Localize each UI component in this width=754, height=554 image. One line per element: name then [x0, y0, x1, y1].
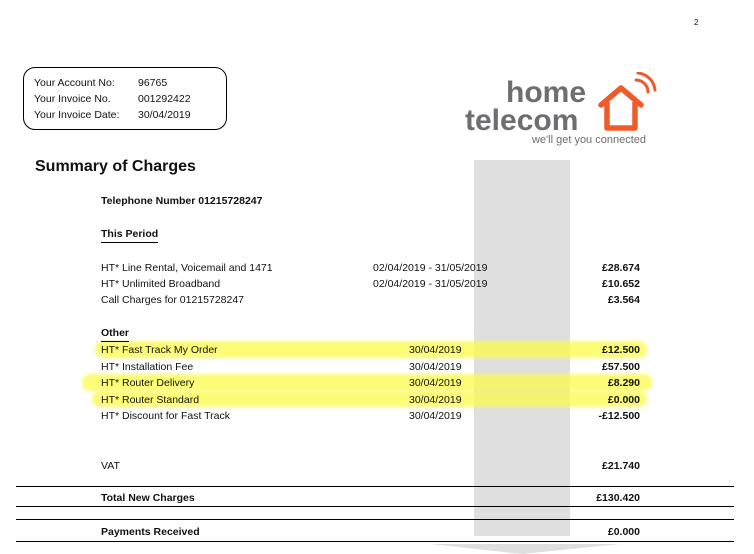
account-number-label: Your Account No:	[34, 77, 115, 89]
home-telecom-logo	[462, 72, 662, 152]
vat-amount: £21.740	[602, 460, 640, 472]
summary-title: Summary of Charges	[35, 158, 196, 175]
charge-date: 30/04/2019	[409, 361, 462, 373]
logo-word-telecom: telecom	[465, 104, 579, 137]
charge-date: 30/04/2019	[409, 377, 462, 389]
vat-label: VAT	[101, 460, 120, 472]
charge-amount: £12.500	[602, 344, 640, 356]
charge-date: 30/04/2019	[409, 394, 462, 406]
charge-description: Call Charges for 01215728247	[101, 294, 245, 306]
charge-amount: £28.674	[602, 262, 640, 274]
account-number-value: 96765	[138, 77, 168, 89]
telephone-number-heading: Telephone Number 01215728247	[101, 195, 263, 207]
divider-line	[16, 541, 734, 542]
divider-line	[16, 506, 734, 507]
charge-date: 30/04/2019	[409, 410, 462, 422]
other-heading-text: Other	[101, 327, 129, 342]
divider-line	[16, 486, 734, 487]
charge-amount: £0.000	[607, 394, 640, 406]
invoice-date-label: Your Invoice Date:	[34, 109, 120, 121]
total-amount: £130.420	[596, 492, 640, 504]
charge-amount: £10.652	[602, 278, 640, 290]
this-period-heading	[101, 228, 158, 240]
charge-description: HT* Installation Fee	[101, 361, 194, 373]
charge-period: 02/04/2019 - 31/05/2019	[373, 262, 488, 274]
charge-date: 30/04/2019	[409, 344, 462, 356]
charge-description: HT* Router Delivery	[101, 377, 195, 389]
charge-description: HT* Unlimited Broadband	[101, 278, 221, 290]
other-heading	[101, 327, 129, 339]
charge-description: HT* Router Standard	[101, 394, 200, 406]
charge-amount: £57.500	[602, 361, 640, 373]
this-period-heading-text: This Period	[101, 228, 158, 243]
charge-description: HT* Fast Track My Order	[101, 344, 218, 356]
logo-word-home: home	[506, 76, 587, 109]
total-label: Total New Charges	[101, 492, 195, 504]
page-number: 2	[694, 18, 699, 27]
invoice-number-value: 001292422	[138, 93, 191, 105]
logo-tagline: we'll get you connected	[531, 134, 646, 146]
charge-amount: -£12.500	[598, 410, 640, 422]
invoice-number-label: Your Invoice No.	[34, 93, 111, 105]
account-info-box	[23, 67, 227, 130]
invoice-date-value: 30/04/2019	[138, 109, 191, 121]
charge-description: HT* Discount for Fast Track	[101, 410, 230, 422]
house-wifi-icon	[601, 73, 655, 128]
charge-amount: £8.290	[607, 377, 640, 389]
divider-line	[16, 519, 734, 520]
charge-period: 02/04/2019 - 31/05/2019	[373, 278, 488, 290]
charge-amount: £3.564	[607, 294, 640, 306]
charge-description: HT* Line Rental, Voicemail and 1471	[101, 262, 273, 274]
payments-amount: £0.000	[607, 526, 640, 538]
payments-label: Payments Received	[101, 526, 200, 538]
